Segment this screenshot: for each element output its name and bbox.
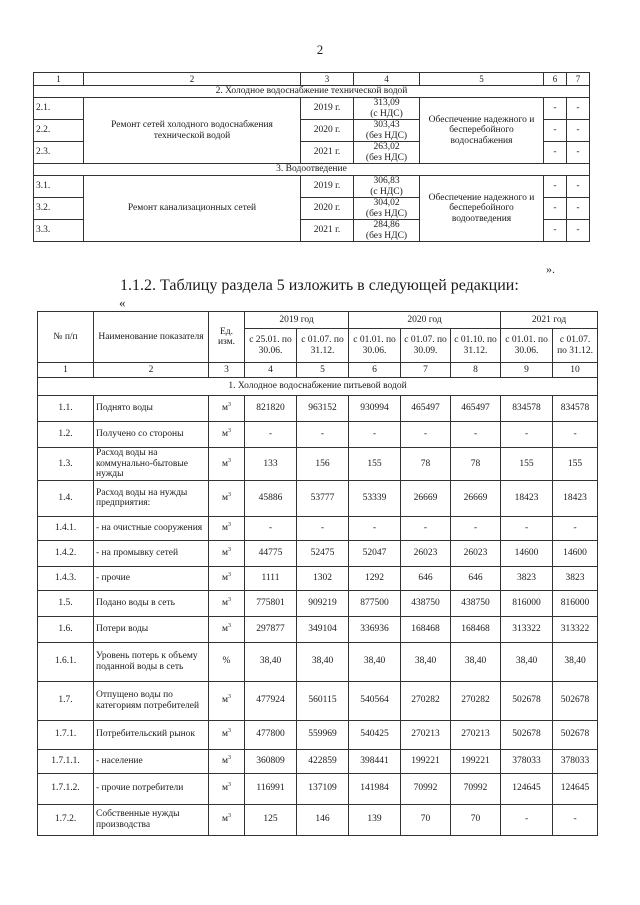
table-row — [38, 448, 598, 481]
table-row — [38, 422, 598, 448]
row-number: 1.6.1. — [38, 642, 94, 681]
value-cell: 139 — [349, 804, 401, 835]
unit-cell: $м^3$ — [209, 422, 245, 448]
value-cell: 1111 — [245, 566, 297, 590]
row-number: 1.6. — [38, 616, 94, 642]
amount-cell: 263,02 (без НДС) — [354, 142, 420, 164]
value-cell: 349104 — [297, 616, 349, 642]
value-cell: 560115 — [297, 681, 349, 720]
indicator-name: Подано воды в сеть — [94, 590, 209, 616]
section-title: 3. Водоотведение — [34, 164, 590, 176]
unit-cell: $м^3$ — [209, 448, 245, 481]
value-cell: 18423 — [553, 480, 598, 516]
value-cell: 52047 — [349, 540, 401, 566]
value-cell: 422859 — [297, 749, 349, 773]
value-cell: 38,40 — [553, 642, 598, 681]
value-cell: 1292 — [349, 566, 401, 590]
table-row — [34, 98, 590, 120]
unit-cell: $м^3$ — [209, 749, 245, 773]
cell: - — [567, 120, 590, 142]
value-cell: 14600 — [501, 540, 553, 566]
header-period: с 01.07. по 31.12. — [297, 329, 349, 363]
row-number: 1.7.1. — [38, 720, 94, 749]
value-cell: 502678 — [553, 681, 598, 720]
section-heading: 1.1.2. Таблицу раздела 5 изложить в следующей редакции: — [120, 277, 519, 294]
value-cell: - — [349, 422, 401, 448]
value-cell: 70 — [401, 804, 451, 835]
value-cell: 477924 — [245, 681, 297, 720]
row-number: 1.7.2. — [38, 804, 94, 835]
indicator-name: Потери воды — [94, 616, 209, 642]
value-cell: 465497 — [401, 396, 451, 422]
value-cell: 930994 — [349, 396, 401, 422]
value-cell: - — [297, 422, 349, 448]
value-cell: 646 — [451, 566, 501, 590]
value-cell: - — [349, 516, 401, 540]
unit-cell: $м^3$ — [209, 566, 245, 590]
cell: - — [544, 98, 567, 120]
indicator-name: Расход воды на нужды предприятия: — [94, 480, 209, 516]
value-cell: 336936 — [349, 616, 401, 642]
table-header-row — [34, 73, 590, 86]
value-cell: 775801 — [245, 590, 297, 616]
unit-cell: $м^3$ — [209, 396, 245, 422]
value-cell: 26023 — [451, 540, 501, 566]
column-number: 7 — [401, 363, 451, 378]
value-cell: 38,40 — [297, 642, 349, 681]
value-cell: 438750 — [401, 590, 451, 616]
indicator-name: Уровень потерь к объему поданной воды в сеть — [94, 642, 209, 681]
page-number: 2 — [316, 42, 324, 57]
water-balance-table — [37, 311, 598, 836]
value-cell: 646 — [401, 566, 451, 590]
value-cell: 816000 — [553, 590, 598, 616]
row-number: 1.1. — [38, 396, 94, 422]
goal-cell: Обеспечение надежного и бесперебойного водоснабжения — [420, 98, 544, 164]
value-cell: 133 — [245, 448, 297, 481]
column-number: 9 — [501, 363, 553, 378]
value-cell: - — [553, 422, 598, 448]
table-row — [38, 804, 598, 835]
table-row — [38, 480, 598, 516]
indicator-name: - на промывку сетей — [94, 540, 209, 566]
row-number: 2.3. — [34, 142, 84, 164]
row-number: 2.2. — [34, 120, 84, 142]
indicator-name: Поднято воды — [94, 396, 209, 422]
header-period: с 01.07. по 30.09. — [401, 329, 451, 363]
value-cell: 38,40 — [349, 642, 401, 681]
year-cell: 2021 г. — [301, 220, 354, 242]
column-number: 10 — [553, 363, 598, 378]
row-number: 1.5. — [38, 590, 94, 616]
unit-cell: $м^3$ — [209, 540, 245, 566]
value-cell: 155 — [349, 448, 401, 481]
column-number: 3 — [209, 363, 245, 378]
table-row — [38, 566, 598, 590]
value-cell: 78 — [451, 448, 501, 481]
amount-cell: 313,09 (с НДС) — [354, 98, 420, 120]
indicator-name: - население — [94, 749, 209, 773]
value-cell: 116991 — [245, 773, 297, 804]
amount-cell: 304,02 (без НДС) — [354, 198, 420, 220]
value-cell: 1302 — [297, 566, 349, 590]
value-cell: 963152 — [297, 396, 349, 422]
value-cell: 52475 — [297, 540, 349, 566]
amount-cell: 284,86 (без НДС) — [354, 220, 420, 242]
header-period: с 25.01. по 30.06. — [245, 329, 297, 363]
value-cell: 18423 — [501, 480, 553, 516]
value-cell: 834578 — [553, 396, 598, 422]
row-number: 1.7.1.2. — [38, 773, 94, 804]
row-number: 1.4.1. — [38, 516, 94, 540]
value-cell: - — [553, 516, 598, 540]
value-cell: 559969 — [297, 720, 349, 749]
header-period: с 01.10. по 31.12. — [451, 329, 501, 363]
value-cell: - — [451, 516, 501, 540]
value-cell: 45886 — [245, 480, 297, 516]
goal-cell: Обеспечение надежного и бесперебойного водоотведения — [420, 176, 544, 242]
value-cell: 137109 — [297, 773, 349, 804]
value-cell: 270282 — [451, 681, 501, 720]
header-year-2020: 2020 год — [349, 312, 501, 329]
indicator-name: Собственные нужды производства — [94, 804, 209, 835]
value-cell: 270213 — [451, 720, 501, 749]
table-row — [34, 176, 590, 198]
value-cell: 816000 — [501, 590, 553, 616]
value-cell: 155 — [501, 448, 553, 481]
table-body — [38, 396, 598, 836]
value-cell: 155 — [553, 448, 598, 481]
section-title: 1. Холодное водоснабжение питьевой водой — [38, 378, 598, 396]
unit-cell: $м^3$ — [209, 720, 245, 749]
column-number: 2 — [94, 363, 209, 378]
indicator-name: - на очистные сооружения — [94, 516, 209, 540]
header-cell: 7 — [567, 73, 590, 86]
value-cell: 38,40 — [451, 642, 501, 681]
year-cell: 2021 г. — [301, 142, 354, 164]
unit-cell: $м^3$ — [209, 590, 245, 616]
value-cell: 70 — [451, 804, 501, 835]
work-name: Ремонт канализационных сетей — [84, 176, 301, 242]
work-name: Ремонт сетей холодного водоснабжения технической водой — [84, 98, 301, 164]
value-cell: - — [245, 516, 297, 540]
value-cell: 502678 — [501, 681, 553, 720]
table-row — [38, 590, 598, 616]
value-cell: 540564 — [349, 681, 401, 720]
table-row — [38, 773, 598, 804]
value-cell: 3823 — [501, 566, 553, 590]
row-number: 1.4. — [38, 480, 94, 516]
amount-cell: 303,43 (без НДС) — [354, 120, 420, 142]
value-cell: 821820 — [245, 396, 297, 422]
row-number: 1.7.1.1. — [38, 749, 94, 773]
value-cell: 438750 — [451, 590, 501, 616]
section-title: 2. Холодное водоснабжение технической водой — [34, 86, 590, 98]
cell: - — [544, 120, 567, 142]
indicator-name: Отпущено воды по категориям потребителей — [94, 681, 209, 720]
row-number: 2.1. — [34, 98, 84, 120]
indicator-name: Получено со стороны — [94, 422, 209, 448]
header-period: с 01.01. по 30.06. — [349, 329, 401, 363]
year-cell: 2019 г. — [301, 98, 354, 120]
table-row — [38, 681, 598, 720]
table-row — [38, 540, 598, 566]
value-cell: 313322 — [501, 616, 553, 642]
opening-quote: « — [119, 295, 126, 310]
value-cell: 53339 — [349, 480, 401, 516]
header-cell: 5 — [420, 73, 544, 86]
column-number: 8 — [451, 363, 501, 378]
unit-cell: $м^3$ — [209, 681, 245, 720]
value-cell: 465497 — [451, 396, 501, 422]
unit-cell: $м^3$ — [209, 804, 245, 835]
value-cell: 199221 — [451, 749, 501, 773]
value-cell: - — [501, 516, 553, 540]
indicator-name: - прочие потребители — [94, 773, 209, 804]
header-num: № п/п — [38, 312, 94, 363]
header-unit: Ед. изм. — [209, 312, 245, 363]
value-cell: - — [553, 804, 598, 835]
cell: - — [567, 176, 590, 198]
value-cell: 834578 — [501, 396, 553, 422]
unit-cell: % — [209, 642, 245, 681]
value-cell: - — [451, 422, 501, 448]
row-number: 3.1. — [34, 176, 84, 198]
value-cell: 156 — [297, 448, 349, 481]
value-cell: 297877 — [245, 616, 297, 642]
value-cell: - — [401, 516, 451, 540]
value-cell: 14600 — [553, 540, 598, 566]
header-year-2019: 2019 год — [245, 312, 349, 329]
value-cell: 146 — [297, 804, 349, 835]
value-cell: - — [297, 516, 349, 540]
value-cell: 168468 — [401, 616, 451, 642]
year-cell: 2020 г. — [301, 120, 354, 142]
row-number: 1.4.2. — [38, 540, 94, 566]
investment-program-table — [33, 72, 590, 242]
row-number: 1.2. — [38, 422, 94, 448]
cell: - — [567, 220, 590, 242]
column-number: 1 — [38, 363, 94, 378]
cell: - — [544, 220, 567, 242]
table-row — [38, 516, 598, 540]
table-row — [38, 749, 598, 773]
header-cell: 2 — [84, 73, 301, 86]
value-cell: 540425 — [349, 720, 401, 749]
value-cell: 38,40 — [401, 642, 451, 681]
row-number: 1.3. — [38, 448, 94, 481]
header-period: с 01.07. по 31.12. — [553, 329, 598, 363]
indicator-name: Расход воды на коммунально-бытовые нужды — [94, 448, 209, 481]
value-cell: 38,40 — [501, 642, 553, 681]
value-cell: - — [501, 804, 553, 835]
value-cell: 124645 — [501, 773, 553, 804]
column-number: 4 — [245, 363, 297, 378]
header-cell: 1 — [34, 73, 84, 86]
value-cell: 70992 — [451, 773, 501, 804]
value-cell: 270213 — [401, 720, 451, 749]
unit-cell: $м^3$ — [209, 480, 245, 516]
table-row — [38, 720, 598, 749]
unit-cell: $м^3$ — [209, 516, 245, 540]
value-cell: 70992 — [401, 773, 451, 804]
column-number-row — [38, 363, 598, 378]
year-cell: 2019 г. — [301, 176, 354, 198]
unit-cell: $м^3$ — [209, 773, 245, 804]
row-number: 1.7. — [38, 681, 94, 720]
header-year-2021: 2021 год — [501, 312, 598, 329]
amount-cell: 306,83 (с НДС) — [354, 176, 420, 198]
row-number: 3.3. — [34, 220, 84, 242]
cell: - — [567, 98, 590, 120]
value-cell: - — [501, 422, 553, 448]
value-cell: 26023 — [401, 540, 451, 566]
value-cell: 53777 — [297, 480, 349, 516]
value-cell: 360809 — [245, 749, 297, 773]
row-number: 1.4.3. — [38, 566, 94, 590]
value-cell: 78 — [401, 448, 451, 481]
value-cell: 313322 — [553, 616, 598, 642]
value-cell: 477800 — [245, 720, 297, 749]
header-name: Наименование показателя — [94, 312, 209, 363]
table-row — [38, 396, 598, 422]
header-cell: 4 — [354, 73, 420, 86]
value-cell: 141984 — [349, 773, 401, 804]
column-number: 6 — [349, 363, 401, 378]
header-cell: 6 — [544, 73, 567, 86]
value-cell: 26669 — [401, 480, 451, 516]
cell: - — [567, 142, 590, 164]
value-cell: 168468 — [451, 616, 501, 642]
header-period: с 01.01. по 30.06. — [501, 329, 553, 363]
value-cell: 378033 — [553, 749, 598, 773]
year-cell: 2020 г. — [301, 198, 354, 220]
row-number: 3.2. — [34, 198, 84, 220]
value-cell: 502678 — [553, 720, 598, 749]
unit-cell: $м^3$ — [209, 616, 245, 642]
indicator-name: Потребительский рынок — [94, 720, 209, 749]
value-cell: 44775 — [245, 540, 297, 566]
cell: - — [544, 142, 567, 164]
value-cell: 125 — [245, 804, 297, 835]
value-cell: 378033 — [501, 749, 553, 773]
value-cell: 124645 — [553, 773, 598, 804]
value-cell: 38,40 — [245, 642, 297, 681]
column-number: 5 — [297, 363, 349, 378]
cell: - — [567, 198, 590, 220]
value-cell: 199221 — [401, 749, 451, 773]
value-cell: 270282 — [401, 681, 451, 720]
cell: - — [544, 176, 567, 198]
value-cell: 877500 — [349, 590, 401, 616]
value-cell: 26669 — [451, 480, 501, 516]
header-cell: 3 — [301, 73, 354, 86]
value-cell: 909219 — [297, 590, 349, 616]
indicator-name: - прочие — [94, 566, 209, 590]
value-cell: 502678 — [501, 720, 553, 749]
closing-quote: ». — [546, 262, 555, 276]
cell: - — [544, 198, 567, 220]
value-cell: - — [245, 422, 297, 448]
value-cell: - — [401, 422, 451, 448]
value-cell: 398441 — [349, 749, 401, 773]
value-cell: 3823 — [553, 566, 598, 590]
table-row — [38, 616, 598, 642]
table-row — [38, 642, 598, 681]
